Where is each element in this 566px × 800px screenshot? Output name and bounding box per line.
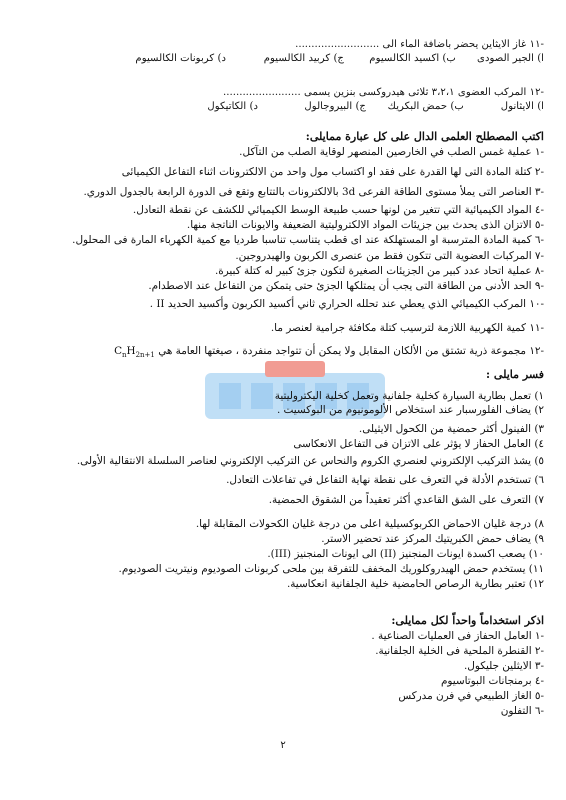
explain-item-12: ١٢) تعتبر بطارية الرصاص الحامضية خلية الجلفانية انعكاسية. [286,578,544,590]
question-11-options [18,52,544,65]
option-a: ا) الجير الصودى [476,53,544,64]
term-item-1: -١ عملية غمس الصلب في الخارصين المنصهر لوقاية الصلب من التآكل. [239,146,544,158]
term-item-9: -٩ الحد الأدنى من الطاقة التى يجب أن يمتلكها الجزئ حتى يتمكن من التفاعل عند الاصطدام. [148,280,544,292]
explain-item-9: ٩) يضاف حمض الكبريتيك المركز عند تحضير الاستر. [321,533,544,545]
explain-item-8: ٨) درجة غليان الاحماض الكربوكسيلية اعلى من درجة غليان الكحولات المقابلة لها. [195,518,544,530]
option-d: د) الكاتيكول [207,101,258,112]
term-item-11: -١١ كمية الكهربية اللازمة لترسيب كتلة مكافئة جرامية لعنصر ما. [270,322,544,334]
question-11-stem: -١١ غاز الايثاين يحضر باضافة الماء الى .......................... [295,39,544,50]
term-item-10: -١٠ المركب الكيميائي الذي يعطي عند تحلله الحراري ثاني أكسيد الكربون وأكسيد الحديد II . [149,298,544,310]
use-item-5: -٥ الغاز الطبيعي في فرن مدركس [398,690,544,702]
question-12-options [18,100,544,113]
term-item-3: -٣ العناصر التى يملأ مستوى الطاقة الفرعى 3d بالالكترونات بالتتابع وتقع فى الدورة الرابعة بالجدول الدوري. [83,186,544,198]
option-b: ب) اكسيد الكالسيوم [369,53,456,64]
explain-heading: فسر مايلى : [486,368,544,381]
use-item-6: -٦ التفلون [500,705,544,717]
option-b: ب) حمض البكريك [387,101,464,112]
explain-item-6: ٦) تستخدم الأدلة في التعرف على نقطة نهاية التفاعل في تفاعلات التعادل. [226,474,544,486]
term-item-2: -٢ كتلة المادة التى لها القدرة على فقد او اكتساب مول واحد من الالكترونات اثناء التفاعل الكيميائى [121,166,544,178]
explain-item-10: ١٠) يصعب اكسدة ايونات المنجنيز (II) الى ايونات المنجنيز (III). [267,548,544,560]
explain-item-7: ٧) التعرف على الشق القاعدي أكثر تعقيداً من الشقوق الحمضية. [268,494,544,506]
use-item-1: -١ العامل الحفاز فى العمليات الصناعية . [371,630,544,642]
term-item-6: -٦ كمية المادة المترسبة او المستهلكة عند اى قطب يتناسب تناسبا طرديا مع كمية الكهرباء المارة فى المحلول. [72,234,544,246]
use-item-2: -٢ القنطرة الملحية فى الخلية الجلفانية. [375,645,544,657]
explain-item-2: ٢) يضاف الفلورسبار عند استخلاص الألومونيوم من البوكسيت . [276,404,544,416]
option-a: ا) الايثانول [500,101,544,112]
use-item-4: -٤ برمنجانات البوتاسيوم [440,675,544,687]
term-item-7: -٧ المركبات العضوية التى تتكون فقط من عنصرى الكربون والهيدروجين. [235,250,544,262]
option-c: ج) البيروجالول [304,101,366,112]
term-item-12-text: -١٢ مجموعة ذرية تشتق من الألكان المقابل ولا يمكن أن تتواجد منفردة ، صيغتها العامة هي [158,345,544,357]
explain-item-1: ١) تعمل بطارية السيارة كخلية جلفانية وتعمل كخلية اليكتروليتية [274,390,544,402]
option-d: د) كربونات الكالسيوم [135,53,226,64]
question-12-stem: -١٢ المركب العضوى ٣،٢،١ ثلاثى هيدروكسى بنزين يسمى ........................ [223,87,544,98]
uses-heading: اذكر استخداماً واحداً لكل ممايلى: [391,614,544,627]
option-c: ج) كربيد الكالسيوم [263,53,344,64]
term-item-8: -٨ عملية اتحاد عدد كبير من الجزيئات الصغيرة لتكون جزئ كبير له كتلة كبيرة. [214,265,544,277]
explain-item-5: ٥) يشذ التركيب الإلكتروني لعنصري الكروم والنحاس عن التركيب الإلكتروني لعناصر السلسلة الانتقالية الأولى. [76,455,544,467]
page-number: ٢ [280,740,286,751]
explain-item-4: ٤) العامل الحفاز لا يؤثر على الاتزان فى التفاعل الانعكاسى [293,438,544,450]
explain-item-11: ١١) يستخدم حمض الهيدروكلوريك المخفف للتفرقة بين ملحى كربونات الصوديوم ونيتريت الصوديوم. [118,563,544,575]
term-item-4: -٤ المواد الكيميائية التي تتغير من لونها حسب طبيعة الوسط الكيميائي للكشف عن نقطة التعادل. [132,204,544,216]
terms-heading: اكتب المصطلح العلمى الدال على كل عبارة ممايلى: [305,130,544,143]
alkyl-formula: $C_nH_{2n+1}$ [114,345,155,360]
use-item-3: -٣ الايثلين جليكول. [464,660,544,672]
term-item-5: -٥ الاتزان الذى يحدث بين جزيئات المواد الالكتروليتية الضعيفة والايونات الناتجة منها. [186,219,544,231]
explain-item-3: ٣) الفينول أكثر حمضية من الكحول الايثيلى. [358,423,544,435]
